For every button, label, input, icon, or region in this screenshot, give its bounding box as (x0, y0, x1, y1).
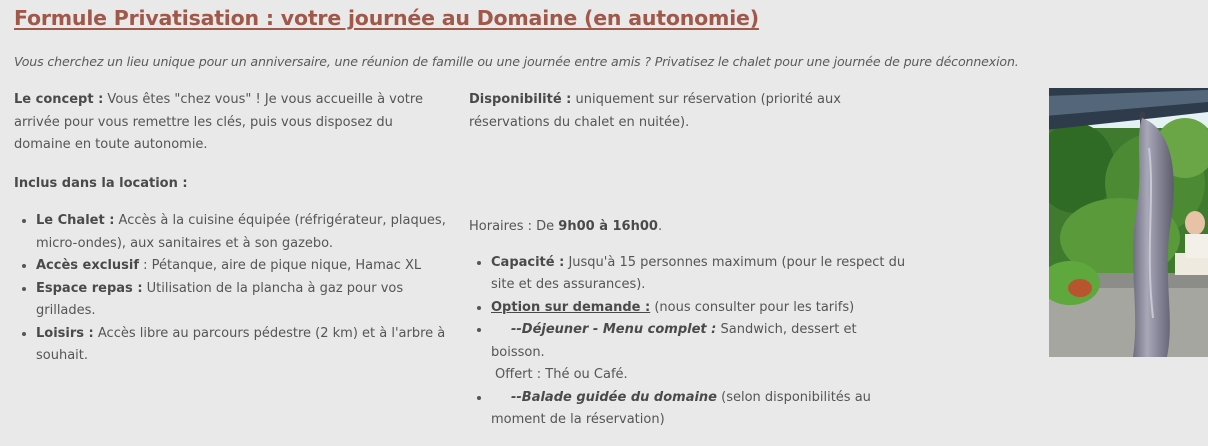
concept-paragraph (14, 89, 449, 157)
hours-line: Horaires : De 9h00 à 16h00. (469, 219, 663, 234)
list-item: • --Balade guidée du domaine (selon disponibilités au moment de la réservation) (491, 387, 909, 432)
concept-text: Vous êtes "chez vous" ! Je vous accueille à votre arrivée pour vous remettre les clés, puis vous disposez du domaine en toute autonomie. (14, 92, 423, 152)
included-list (14, 210, 449, 368)
offert-text: Offert : Thé ou Café. (495, 367, 628, 382)
list-item: • Option sur demande : (nous consulter pour les tarifs) (491, 297, 909, 320)
intro-text: Vous cherchez un lieu unique pour un anniversaire, une réunion de famille ou une journée entre amis ? Privatisez le chalet pour une journée de pure déconnexion. (14, 54, 1019, 69)
list-item: • --Déjeuner - Menu complet : Sandwich, dessert et boisson. Offert : Thé ou Café. (491, 319, 909, 387)
availability-text: uniquement sur réservation (priorité aux réservations du chalet en nuitée). (469, 92, 841, 130)
hours-value: 9h00 à 16h00 (558, 219, 658, 234)
chalet-gazebo-photo (1045, 88, 1208, 357)
availability-label: Disponibilité : (469, 92, 572, 107)
right-column (469, 89, 909, 432)
list-item: • Le Chalet : Accès à la cuisine équipée (réfrigérateur, plaques, micro-ondes), aux sanitaires et à son gazebo. (36, 210, 449, 255)
list-item: • Loisirs : Accès libre au parcours pédestre (2 km) et à l'arbre à souhait. (36, 323, 449, 368)
included-heading: Inclus dans la location : (14, 175, 188, 191)
page-title: Formule Privatisation : votre journée au Domaine (en autonomie) (14, 6, 759, 30)
left-column (14, 89, 449, 368)
availability-paragraph (469, 89, 909, 134)
details-list (469, 252, 909, 432)
list-item: • Capacité : Jusqu'à 15 personnes maximum (pour le respect du site et des assurances). (491, 252, 909, 297)
list-item: • Accès exclusif : Pétanque, aire de pique nique, Hamac XL (36, 255, 449, 278)
list-item: • Espace repas : Utilisation de la plancha à gaz pour vos grillades. (36, 278, 449, 323)
concept-label: Le concept : (14, 92, 104, 107)
